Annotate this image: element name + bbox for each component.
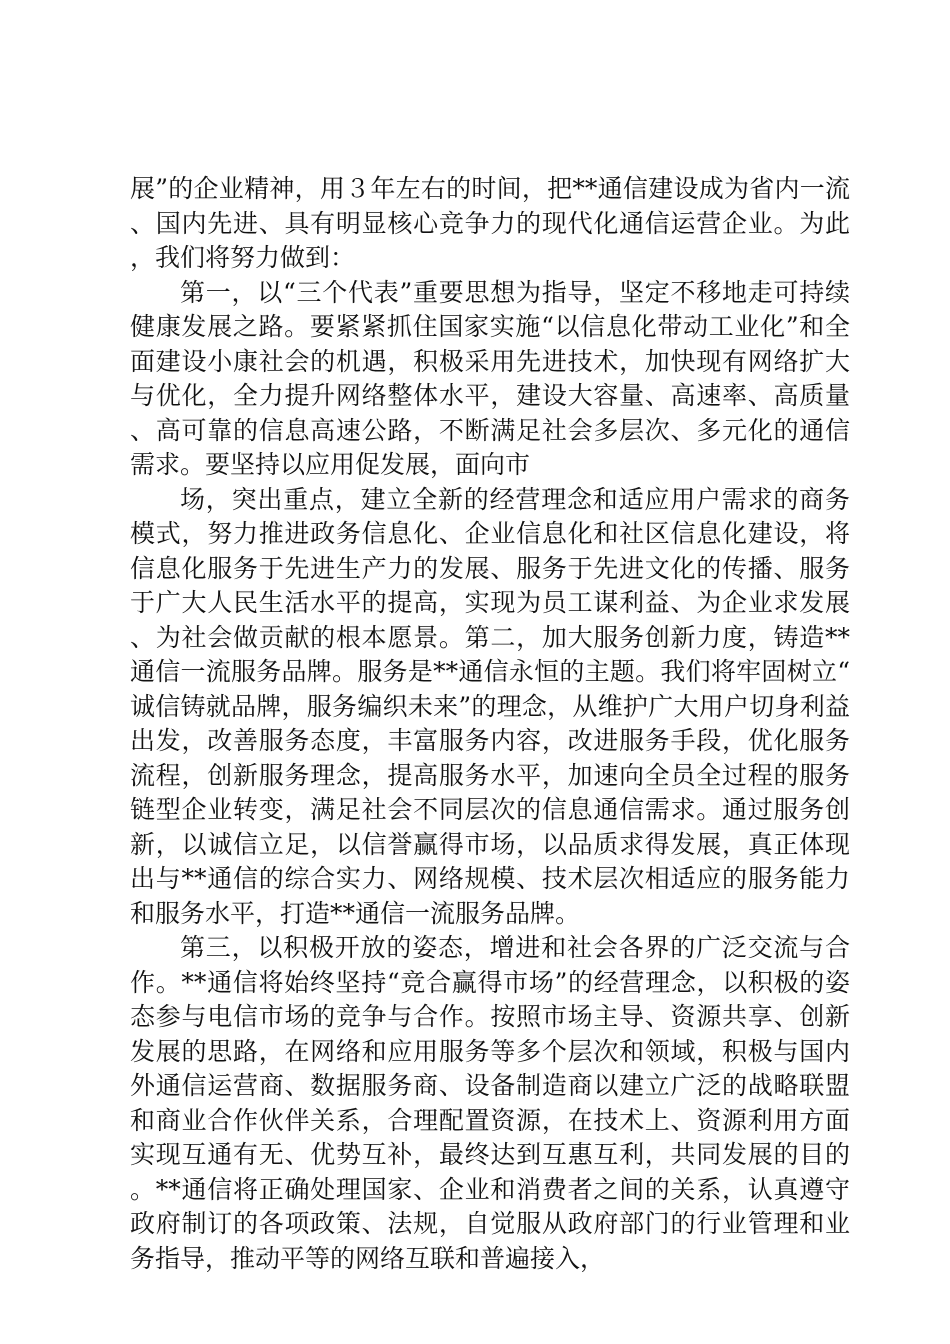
paragraph-intro: 展”的企业精神，用３年左右的时间，把**通信建设成为省内一流、国内先进、具有明显核心竞争力的现代化通信运营企业。为此，我们将努力做到： [130,174,850,272]
paragraph-first-point: 第一，以“三个代表”重要思想为指导，坚定不移地走可持续健康发展之路。要紧紧抓住国家实施“以信息化带动工业化”和全面建设小康社会的机遇，积极采用先进技术，加快现有网络扩大与优化，全力提升网络整体水平，建设大容量、高速率、高质量、高可靠的信息高速公路，不断满足社会多层次、多元化的通信需求。要坚持以应用促发展，面向市 [130,277,850,479]
document-body [130,172,850,1276]
paragraph-second-point: 场，突出重点，建立全新的经营理念和适应用户需求的商务模式，努力推进政务信息化、企业信息化和社区信息化建设，将信息化服务于先进生产力的发展、服务于先进文化的传播、服务于广大人民生活水平的提高，实现为员工谋利益、为企业求发展、为社会做贡献的根本愿景。第二，加大服务创新力度，铸造**通信一流服务品牌。服务是**通信永恒的主题。我们将牢固树立“诚信铸就品牌，服务编织未来”的理念，从维护广大用户切身利益出发，改善服务态度，丰富服务内容，改进服务手段，优化服务流程，创新服务理念，提高服务水平，加速向全员全过程的服务链型企业转变，满足社会不同层次的信息通信需求。通过服务创新，以诚信立足，以信誉赢得市场，以品质求得发展，真正体现出与**通信的综合实力、网络规模、技术层次相适应的服务能力和服务水平，打造**通信一流服务品牌。 [130,484,850,928]
paragraph-third-point: 第三，以积极开放的姿态，增进和社会各界的广泛交流与合作。**通信将始终坚持“竞合赢得市场”的经营理念，以积极的姿态参与电信市场的竞争与合作。按照市场主导、资源共享、创新发展的思路，在网络和应用服务等多个层次和领域，积极与国内外通信运营商、数据服务商、设备制造商以建立广泛的战略联盟和商业合作伙伴关系，合理配置资源，在技术上、资源利用方面实现互通有无、优势互补，最终达到互惠互利，共同发展的目的。**通信将正确处理国家、企业和消费者之间的关系，认真遵守政府制订的各项政策、法规，自觉服从政府部门的行业管理和业务指导，推动平等的网络互联和普遍接入， [130,933,850,1273]
